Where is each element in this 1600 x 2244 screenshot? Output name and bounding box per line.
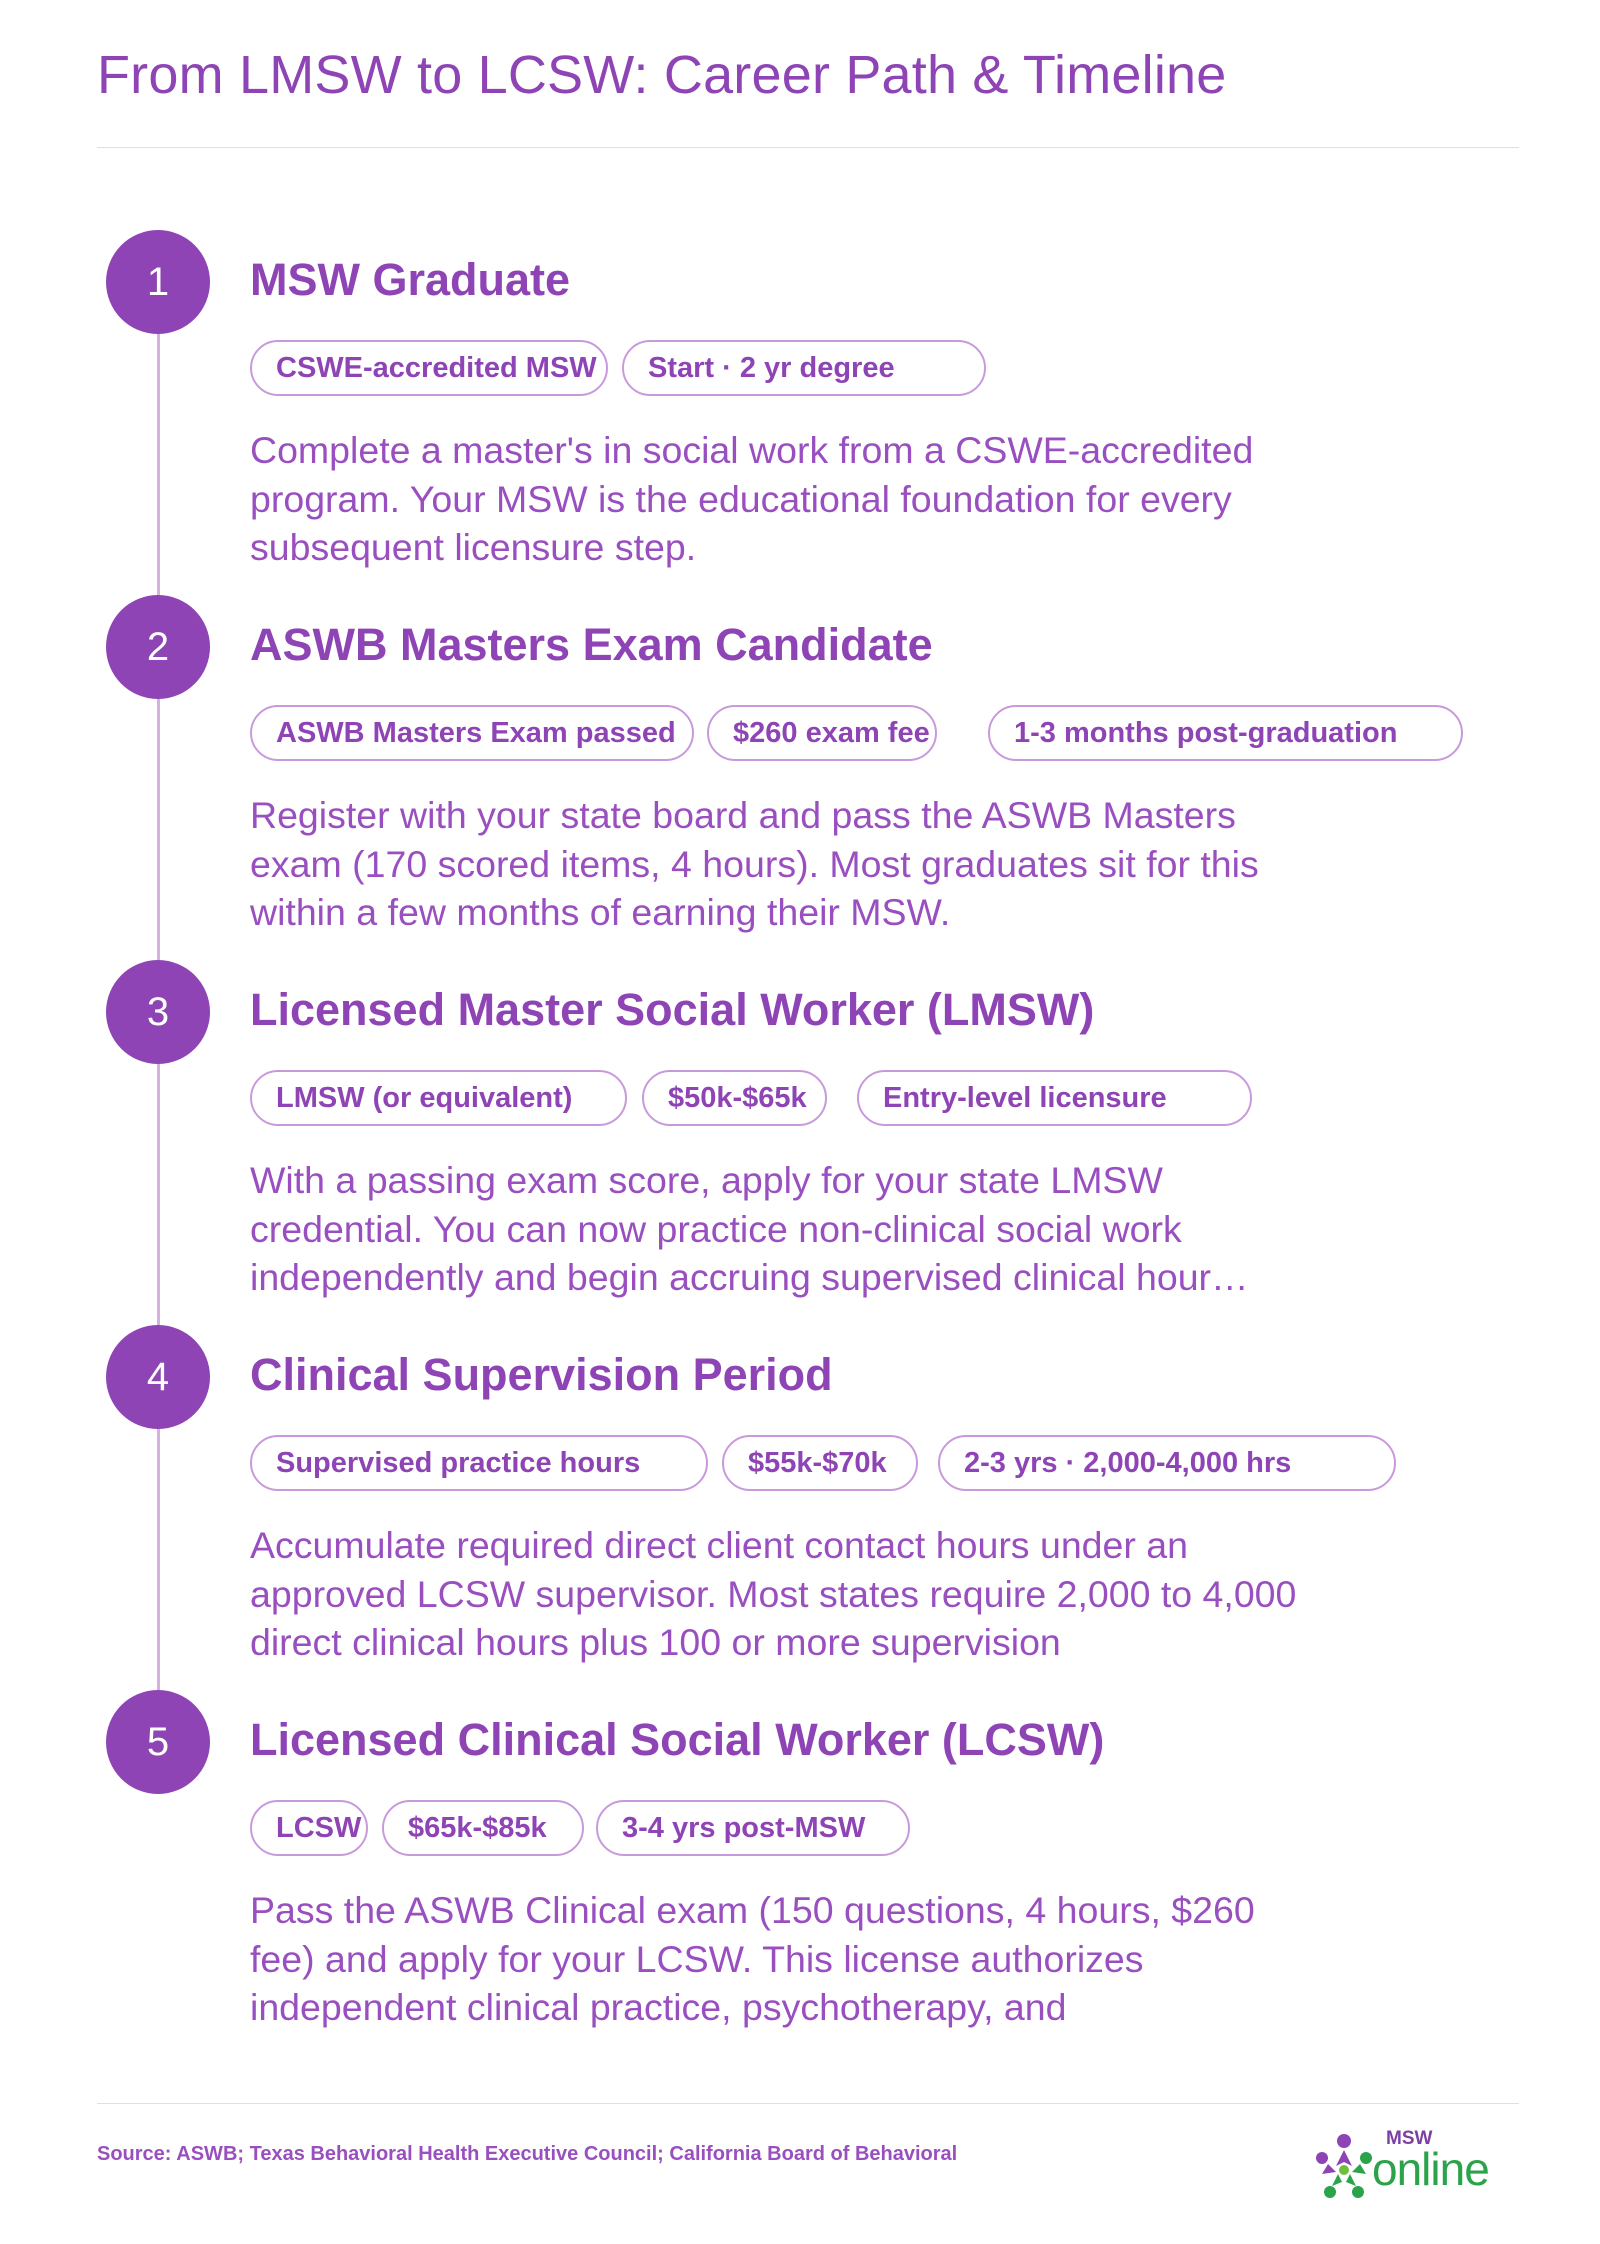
tag-salary: $65k-$85k (382, 1800, 584, 1856)
logo-text-online: online (1372, 2143, 1489, 2195)
tag-timing: Entry-level licensure (857, 1070, 1252, 1126)
step-number-badge: 5 (106, 1690, 210, 1794)
step-number-badge: 2 (106, 595, 210, 699)
tag-salary: $50k-$65k (642, 1070, 827, 1126)
step-number-badge: 3 (106, 960, 210, 1064)
tag-timing: Start · 2 yr degree (622, 340, 986, 396)
step-number-badge: 4 (106, 1325, 210, 1429)
footer-divider (97, 2103, 1519, 2104)
tag-timing: 3-4 yrs post-MSW (596, 1800, 910, 1856)
tag-credential: LMSW (or equivalent) (250, 1070, 627, 1126)
step-description: Complete a master's in social work from a CSWE-accredited program. Your MSW is the educational foundation for every subsequent licensure step. (250, 429, 1254, 568)
tag-timing: 1-3 months post-graduation (988, 705, 1463, 761)
step-description: Accumulate required direct client contact hours under an approved LCSW supervisor. Most states require 2,000 to 4,000 direct clinical hours plus 100 or more supervision (250, 1524, 1297, 1663)
page-title: From LMSW to LCSW: Career Path & Timeline (97, 45, 1227, 105)
tag-timing: 2-3 yrs · 2,000-4,000 hrs (938, 1435, 1396, 1491)
source-citation: Source: ASWB; Texas Behavioral Health Executive Council; California Board of Behavioral (97, 2143, 958, 2165)
tag-salary: $55k-$70k (722, 1435, 918, 1491)
logo-text-msw: MSW (1386, 2128, 1433, 2149)
step-title: Licensed Clinical Social Worker (LCSW) (250, 1714, 1105, 1765)
step-title: MSW Graduate (250, 254, 571, 305)
step-number-badge: 1 (106, 230, 210, 334)
step-title: ASWB Masters Exam Candidate (250, 619, 933, 670)
step-title: Licensed Master Social Worker (LMSW) (250, 984, 1095, 1035)
tag-credential: ASWB Masters Exam passed (250, 705, 694, 761)
step-description: Pass the ASWB Clinical exam (150 questions, 4 hours, $260 fee) and apply for your LCSW. This license authorizes independent clinical practice, psychotherapy, and (250, 1889, 1255, 2028)
tag-credential: CSWE-accredited MSW (250, 340, 608, 396)
step-description: With a passing exam score, apply for your state LMSW credential. You can now practice non-clinical social work independently and begin accruing supervised clinical hour… (250, 1159, 1249, 1298)
step-description: Register with your state board and pass the ASWB Masters exam (170 scored items, 4 hours). Most graduates sit for this within a few months of earning their MSW. (250, 794, 1259, 933)
header-divider (97, 147, 1519, 148)
msw-online-logo (1308, 2128, 1528, 2202)
step-title: Clinical Supervision Period (250, 1349, 833, 1400)
people-star-icon (1308, 2132, 1380, 2202)
tag-salary: $260 exam fee (707, 705, 937, 761)
tag-credential: Supervised practice hours (250, 1435, 708, 1491)
tag-credential: LCSW (250, 1800, 368, 1856)
